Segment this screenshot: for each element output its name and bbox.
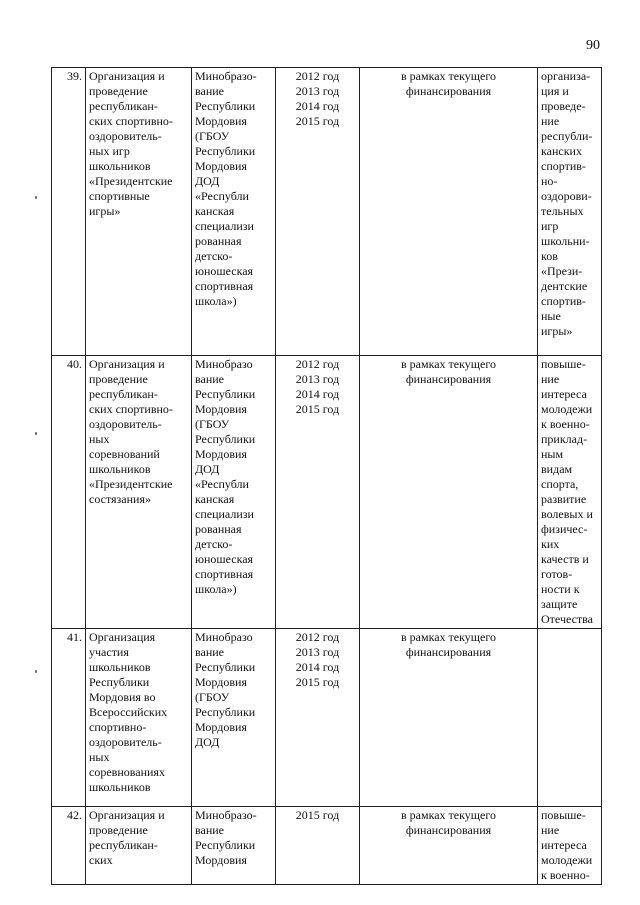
event-cell: Организация и проведение республикан- ских спортивно- оздоровитель- ных соревнований школьников «Президентские состязания»	[86, 356, 192, 629]
table-row	[52, 356, 602, 629]
result-cell: организа- ция и проведе- ние республи- канских спортив- но- оздорови- тельных игр школьни- ков «Прези- дентские спортив- ные игры»	[538, 68, 602, 356]
executor-cell: Минобразо вание Республики Мордовия (ГБОУ Республики Мордовия ДОД	[192, 629, 276, 807]
scan-speck	[35, 432, 37, 435]
years-cell: 2015 год	[276, 807, 360, 885]
executor-cell: Минобразо- вание Республики Мордовия	[192, 807, 276, 885]
row-number: 39.	[52, 68, 86, 356]
page-number: 90	[586, 38, 600, 53]
table-row	[52, 629, 602, 807]
years-cell: 2012 год 2013 год 2014 год 2015 год	[276, 356, 360, 629]
result-cell	[538, 629, 602, 807]
row-number: 41.	[52, 629, 86, 807]
executor-cell: Минобразо вание Республики Мордовия (ГБОУ Республики Мордовия ДОД «Республи канская специализи рованная детско- юношеская спортивная школа»)	[192, 356, 276, 629]
years-cell: 2012 год 2013 год 2014 год 2015 год	[276, 68, 360, 356]
result-cell: повыше- ние интереса молодежи к военно- приклад- ным видам спорта, развитие волевых и физичес- ких качеств и готов- ности к защите Отечества	[538, 356, 602, 629]
finance-cell: в рамках текущего финансирования	[360, 356, 538, 629]
finance-cell: в рамках текущего финансирования	[360, 629, 538, 807]
row-number: 42.	[52, 807, 86, 885]
event-cell: Организация и проведение республикан- ских	[86, 807, 192, 885]
event-cell: Организация участия школьников Республики Мордовия во Всероссийских спортивно- оздоровитель- ных соревнованиях школьников	[86, 629, 192, 807]
event-cell: Организация и проведение республикан- ских спортивно- оздоровитель- ных игр школьников «Президентские спортивные игры»	[86, 68, 192, 356]
table-row	[52, 68, 602, 356]
executor-cell: Минобразо- вание Республики Мордовия (ГБОУ Республики Мордовия ДОД «Республи канская специализи рованная детско- юношеская спортивная школа»)	[192, 68, 276, 356]
years-cell: 2012 год 2013 год 2014 год 2015 год	[276, 629, 360, 807]
row-number: 40.	[52, 356, 86, 629]
activities-table	[51, 67, 602, 885]
scan-speck	[35, 196, 37, 199]
table-row	[52, 807, 602, 885]
finance-cell: в рамках текущего финансирования	[360, 68, 538, 356]
finance-cell: в рамках текущего финансирования	[360, 807, 538, 885]
result-cell: повыше- ние интереса молодежи к военно-	[538, 807, 602, 885]
scan-speck	[35, 670, 37, 673]
